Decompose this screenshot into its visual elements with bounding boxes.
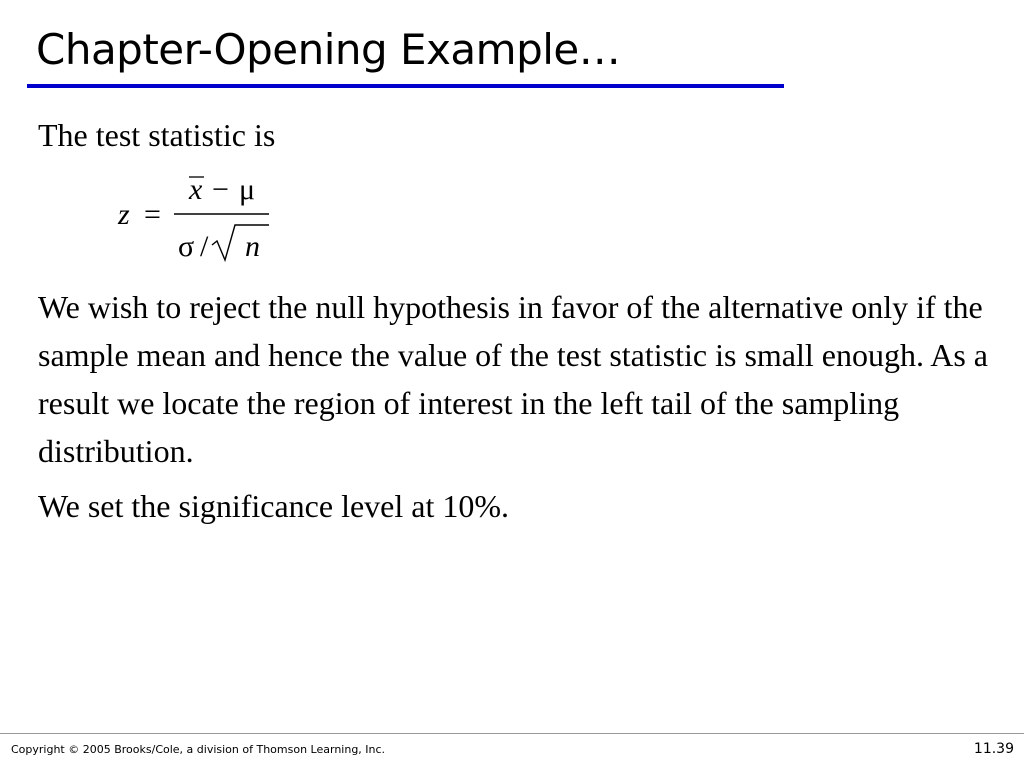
title-underline — [27, 84, 784, 88]
square-root-icon — [212, 225, 269, 260]
formula-x-bar: x — [189, 173, 203, 206]
significance-text: We set the significance level at 10%. — [38, 488, 510, 524]
formula-mu: μ — [239, 173, 256, 206]
intro-text: The test statistic is — [38, 117, 276, 153]
formula-equals: = — [144, 198, 161, 231]
formula-z: z — [118, 198, 130, 231]
slide-number: 11.39 — [973, 741, 1014, 757]
footer-copyright: Copyright © 2005 Brooks/Cole, a division of Thomson Learning, Inc. — [11, 743, 386, 756]
footer-divider — [0, 733, 1024, 734]
formula-slash: / — [200, 230, 209, 263]
explanation-paragraph: We wish to reject the null hypothesis in favor of the alternative only if the sample mean and hence the value of the test statistic is small enough. As a result we locate the region of interest in the left tail of the sampling distribution. — [38, 289, 988, 469]
formula-n: n — [245, 230, 260, 263]
formula-sigma: σ — [178, 230, 195, 263]
z-statistic-formula — [112, 168, 282, 268]
formula-minus: − — [212, 173, 229, 206]
slide-title: Chapter-Opening Example… — [36, 25, 621, 74]
